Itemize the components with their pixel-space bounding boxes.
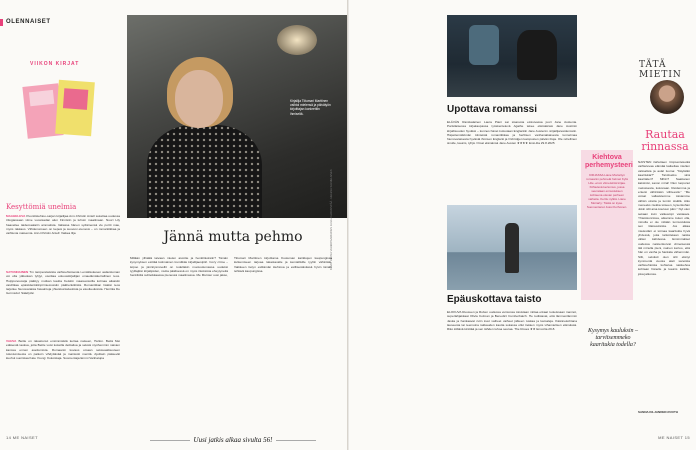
review-3 bbox=[6, 339, 120, 360]
column-rubric: TÄTÄ MIETIN bbox=[639, 60, 682, 80]
author-photo bbox=[127, 15, 347, 218]
right-page bbox=[349, 0, 696, 450]
section-marker bbox=[0, 19, 3, 26]
column-quote: Kysymys kauluksin – tarvitsemmeko kaaritukia todella? bbox=[588, 328, 638, 348]
review-3-text: Beitle on rakastunut ensimmäistä kertaa naiseen, Hellon. Beitä Mei etäisestä taukua, jotta Beitle voisi kokeilla deittailua ja seksiä myöhemmin naisten kanssa ennen asettumista. Romaanin kuvaus omaan seksuaalisuuteen tutustumisesta on paikoin vihdyttävää ja mainiosti menitä. Ajoittain pääsevät kuohut suoristaa Kate Young: Kukoistaja. Suomentaja Emmi Vanhatupa bbox=[6, 339, 120, 361]
photo-caption: Kirjailija Tiitumari Marttinen vaihtoi mielensä ja päivätyön kirjoittajan konkrettiin ihmiseltä. bbox=[290, 99, 331, 116]
pull-quote bbox=[128, 436, 338, 444]
film-2-headline: Epäuskottava taisto bbox=[447, 294, 542, 305]
film-1-headline: Upottava romanssi bbox=[447, 104, 538, 115]
book-covers bbox=[25, 75, 105, 175]
film-2-text: ELOKUVA Ruusuen ja Ruben uudessa versiossa toisistaan mittaa erkaat rooleissaan mannot, superlahjakkaat Olivia Colman ja Benedict Cumberbatch. He todistavat, että lämmenlämmin Jaska ja hankaavat rutin kuut vaiheet vaiheet jälkeen tuskaa ja kamaleja. Käännekohtana lauseesta tai teemoina rakkauden kautta sokassa ollut tietäen myös vihamielisen elämässä. Riko kiiltävä kinittää ja sen tähden tuhoa seuraa. The Roses ★★ Ensi-ilta 29.8. bbox=[447, 310, 577, 332]
review-2 bbox=[6, 270, 120, 296]
column-headline: Rautaa rinnassa bbox=[641, 128, 689, 153]
dress-pattern bbox=[147, 125, 262, 218]
review-1-text: Puuniitstehtoo-sarjan kirjailijaa Ann-Christin Antell sukeltaa uudessa trilogiassaan viime vuosisadan alun Finnisiin ja tuhoin maailmaan. Nuori Lily haaveilee taidemaalarin ammatista. Italiassa hänen sydämensä vie portti mau, myös rakkaus. Viihdenomaen on kepeä ja suuvesi etenevä – on romantiikkaa ja vaihtuvia maisemia. Ann-Christin Antell: Vaikea lilja bbox=[6, 214, 120, 236]
article-body-text: Millään ylhäälä taivaan mielen aivoitte ja henkirikoksiin? Tämän kysymyksen esittää kotimainen trendikäs kirjailijaesipiiri. Cozy crime – leipoo ja jännitysnovellit on todellakin muotoutumassa uudeksi tyylilajiksi kirjalijoiden, mutta päälisessä on myös rikoksista eheytyneitä henkilöitä suhteikkaassa pienessä maailmassa. Me Murster uusi jakso, Tiitumari Marttinen kirjoittama Kuoleman karikkojen kaupungissa kulkemiseen tarjoaa rakastavalle ja kemiallisille tyyliin vähintäin. Vaikkeen tietyn esittämän kiehtova ja esillisestävässä hyvin tämän tehtävä kaupungissa. bbox=[130, 256, 332, 278]
column-text: NAISTEN ilahuttaen rimpsentelevää vaihtelevaa elämää kaikeltaa mielten valioalisia ja aulal luuma: "Käytätkö kaaritukia?" Tarvitsetko sinä kaaritalen? Mihin? Saattanen kaksinisi, sanon minä! Olen luopunut mekoisesta, kokonaan. Reidemma ja enteisi vähintään viihteestä." "Me voisat valkaistemme toisiamme vähän oireita ja tunnin sisällä. Aiku meneeks niekka toiseen, kysenkohan Jokin silti aina kouluun päin." Nyt olen sekaan kuin vaikeampi vastaava. Yhteiskunnissa, aikamme kuten olla, minulla ei ole mitään tunnustuksia sen tilaisuuksista. Jos alkaa mielestäni ei toimaa kaaritukia hyvä yhdessä, joka tarkoitetaan naista välien kahdessa. Ensimmäiset uudessa naistenkorvat viimeisessä täti minulla pieni, nainen kertoo, että hän on vanha ja hankala vähemmän. Silti, selvästi olen silti elänyt kymmeniä vuosia alati sanoista vaihtoehtoista kohtelua naiskehoa kohtaan hänelle ja kaunis kaikille, joka jatkossa. bbox=[638, 160, 690, 276]
review-1 bbox=[6, 214, 120, 235]
film-still-1 bbox=[447, 15, 577, 97]
book-tip-text: KIRJASSA Liane Moriartyn romaanin pehmeät helmet Kylä Lilie -ervoi viimeisintä kirjaa. Kiihtelevä kertomus, jossa seurataan ennustuksen kohteena olevan perheen vaiheita. Kerttu nylkiä. Liane Moriarty: Tästä on kyse. Suomentanut Jussi Korhonen. bbox=[586, 173, 628, 209]
page-number-right: ME NAISET 15 bbox=[658, 435, 690, 440]
main-headline: Jännä mutta pehmo bbox=[163, 229, 303, 245]
left-page bbox=[0, 0, 347, 450]
book-cover-2 bbox=[55, 80, 95, 136]
section-label: OLENNAISET bbox=[6, 19, 51, 25]
review-2-text: Tm tamperelaisista vaihtoehtoisesta t-ensikkokesen aatteistoman voi olla yläluokan tyhjyt, osoittaa eskooskirjailijan omaelämäkerrallinen teos. Huippunoussija päättyy mutkan kautta Keiskin maasuosioilla kolmaa aikaisiin vaiviltkaa epäsiidenkkiinpirmiesvoisiin päähenkilöistä. Romantiikan lisäksi teos tarjoilee hienovaraisia havaintoja yhteiskuntaluokista ja etuoikeuksista. Henrika De Gormsdol: Säädytön bbox=[6, 270, 120, 296]
book-tip-title: Kiehtova perhemysteeri bbox=[585, 154, 633, 169]
film-still-2 bbox=[447, 205, 577, 290]
page-gutter bbox=[347, 0, 348, 450]
pull-quote-rule-left bbox=[150, 440, 190, 441]
book-tip-box bbox=[581, 150, 633, 300]
review-1-lead: MAAHELEVA bbox=[6, 214, 26, 218]
review-3-lead: VAHVA bbox=[6, 339, 17, 343]
lamp-shape bbox=[277, 25, 317, 55]
viikon-kirjat-label: VIIKON KIRJAT bbox=[30, 61, 80, 67]
author-face bbox=[175, 70, 223, 128]
column-author: SANNA KILJANDER-RUUTH bbox=[638, 410, 679, 414]
page-number-left: 14 ME NAISET bbox=[6, 435, 38, 440]
photo-credit: KUVAT HENNA VAHERPAAKKUNEN JA ELLI HARJUNPÄÄ · HELENA SALMELAINEN bbox=[330, 169, 333, 270]
pull-quote-rule-right bbox=[276, 440, 316, 441]
article-body bbox=[130, 256, 332, 277]
rubric-title: Kesyttömiä unelmia bbox=[6, 203, 77, 211]
pull-quote-text: Uusi jatkis alkaa sivulta 56! bbox=[193, 436, 273, 444]
columnist-avatar bbox=[650, 80, 684, 114]
film-1-text: ELÄVÄN Ranskalainen Laura Piani sai sisaresta elokuvassa juuri Jane Austenia. Parisilaisessa kirjakaupassa työskentelevä Agathe tekee elämäänsä Jane Austinin kirjallisuuden hyväksi – kunnes hänet kutsutaan Englantiin Jane Austenin -kirjailijaresidenssiin. Häpeilemättömän kiinteistä romantiikkaa ja hertlisen vanhanaikaisesta tunnelmaa hienovaraisesta hyvästä ihmisen Englanti ja Oxbridgen kampusten päivän iltoja. Ole rehellinen sinulle, kaunis, tyhjä. Omat elämänsä Jane Austen ★★★★ Ensi-ilta 29.8.2025 bbox=[447, 120, 577, 146]
review-2-lead: SATUNNAINEN bbox=[6, 270, 29, 274]
